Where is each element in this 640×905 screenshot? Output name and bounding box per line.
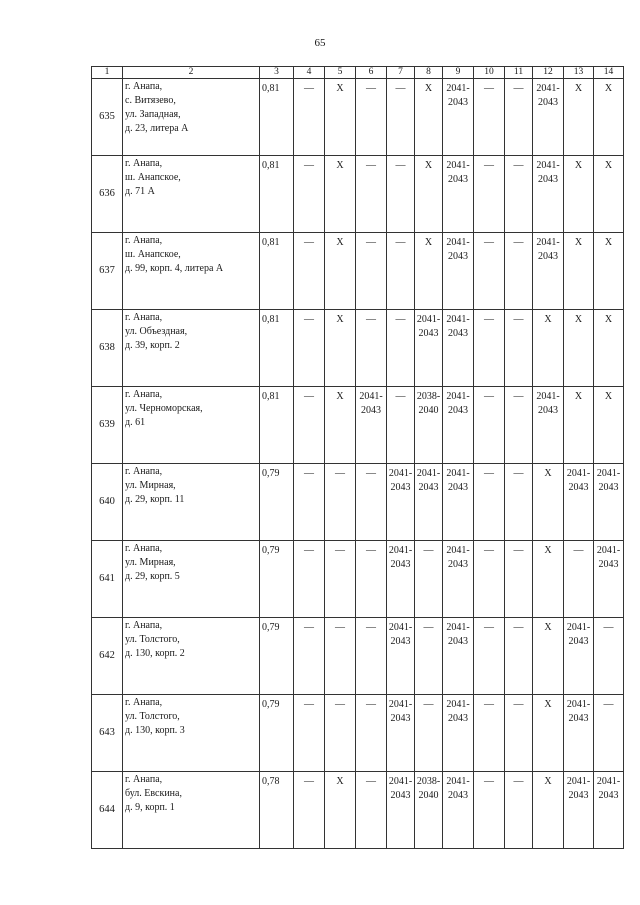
value-cell: — bbox=[294, 79, 325, 156]
address-line: ул. Толстого, bbox=[125, 711, 180, 722]
year-range-part: 2041- bbox=[566, 776, 591, 787]
value-cell: — bbox=[294, 233, 325, 310]
year-range-part: 2041- bbox=[596, 545, 621, 556]
value-cell bbox=[356, 387, 387, 464]
table-row bbox=[92, 310, 624, 387]
year-range-part: 2043 bbox=[448, 559, 468, 570]
column-header: 2 bbox=[123, 67, 260, 79]
address-line: д. 130, корп. 2 bbox=[125, 648, 185, 659]
value-cell: X bbox=[325, 772, 356, 849]
value-cell: — bbox=[415, 618, 443, 695]
value-cell: X bbox=[564, 79, 594, 156]
table-row bbox=[92, 156, 624, 233]
row-number: 643 bbox=[92, 695, 123, 772]
value-cell bbox=[443, 464, 474, 541]
value-cell: — bbox=[356, 772, 387, 849]
value-cell bbox=[443, 310, 474, 387]
row-number: 641 bbox=[92, 541, 123, 618]
year-range-part: 2043 bbox=[568, 790, 589, 801]
value-cell bbox=[594, 541, 624, 618]
value-cell: — bbox=[294, 156, 325, 233]
value-cell: — bbox=[356, 541, 387, 618]
year-range-part: 2041- bbox=[446, 391, 470, 402]
value-cell bbox=[564, 695, 594, 772]
value-cell bbox=[443, 233, 474, 310]
column-header: 12 bbox=[533, 67, 564, 79]
value-cell bbox=[564, 618, 594, 695]
value-cell bbox=[443, 156, 474, 233]
address-line: д. 9, корп. 1 bbox=[125, 802, 175, 813]
year-range-part: 2043 bbox=[361, 405, 381, 416]
year-range-part: 2041- bbox=[446, 468, 470, 479]
value-cell bbox=[415, 772, 443, 849]
column-header: 3 bbox=[260, 67, 294, 79]
value-cell bbox=[533, 233, 564, 310]
address-line: д. 29, корп. 5 bbox=[125, 571, 180, 582]
value-cell: X bbox=[415, 79, 443, 156]
value-cell: — bbox=[505, 156, 533, 233]
row-number: 638 bbox=[92, 310, 123, 387]
year-range-part: 2041- bbox=[536, 160, 560, 171]
value-cell: X bbox=[594, 156, 624, 233]
address-line: ш. Анапское, bbox=[125, 172, 181, 183]
value-cell: — bbox=[387, 387, 415, 464]
year-range-part: 2043 bbox=[390, 559, 411, 570]
year-range-part: 2043 bbox=[538, 174, 558, 185]
row-number: 636 bbox=[92, 156, 123, 233]
page-number: 65 bbox=[314, 37, 326, 49]
year-range-part: 2043 bbox=[538, 405, 558, 416]
value-cell: — bbox=[474, 310, 505, 387]
value-cell: — bbox=[594, 695, 624, 772]
value-cell: — bbox=[356, 156, 387, 233]
value-cell: — bbox=[387, 233, 415, 310]
year-range-part: 2041- bbox=[446, 160, 470, 171]
value-cell: X bbox=[325, 79, 356, 156]
year-range-part: 2041- bbox=[446, 776, 470, 787]
value-cell: — bbox=[474, 464, 505, 541]
value-cell: X bbox=[533, 618, 564, 695]
value-cell bbox=[533, 387, 564, 464]
value-cell bbox=[415, 387, 443, 464]
address-line: д. 130, корп. 3 bbox=[125, 725, 185, 736]
value-cell: — bbox=[415, 541, 443, 618]
table-row bbox=[92, 772, 624, 849]
address-line: г. Анапа, bbox=[125, 81, 163, 92]
year-range-part: 2043 bbox=[598, 482, 619, 493]
value-cell: — bbox=[594, 618, 624, 695]
value-cell bbox=[387, 541, 415, 618]
address-line: д. 99, корп. 4, литера А bbox=[125, 263, 224, 274]
value-cell: X bbox=[594, 387, 624, 464]
row-number: 640 bbox=[92, 464, 123, 541]
value-cell: — bbox=[474, 79, 505, 156]
coefficient-cell: 0,79 bbox=[260, 541, 294, 618]
value-cell: X bbox=[594, 233, 624, 310]
year-range-part: 2041- bbox=[536, 237, 560, 248]
year-range-part: 2043 bbox=[448, 328, 468, 339]
address-line: бул. Евскина, bbox=[125, 788, 182, 799]
table-row bbox=[92, 387, 624, 464]
row-number: 644 bbox=[92, 772, 123, 849]
year-range-part: 2043 bbox=[390, 482, 411, 493]
value-cell: X bbox=[325, 310, 356, 387]
value-cell: — bbox=[356, 310, 387, 387]
value-cell: — bbox=[474, 233, 505, 310]
value-cell bbox=[443, 541, 474, 618]
address-line: г. Анапа, bbox=[125, 235, 163, 246]
year-range-part: 2041- bbox=[596, 468, 621, 479]
year-range-part: 2040 bbox=[418, 790, 439, 801]
value-cell: — bbox=[356, 79, 387, 156]
year-range-part: 2043 bbox=[538, 97, 558, 108]
value-cell bbox=[564, 464, 594, 541]
year-range-part: 2043 bbox=[448, 405, 468, 416]
value-cell: — bbox=[294, 387, 325, 464]
value-cell bbox=[415, 464, 443, 541]
year-range-part: 2041- bbox=[536, 391, 560, 402]
column-header: 7 bbox=[387, 67, 415, 79]
value-cell: — bbox=[387, 156, 415, 233]
value-cell: X bbox=[533, 541, 564, 618]
year-range-part: 2043 bbox=[418, 328, 439, 339]
value-cell: — bbox=[325, 541, 356, 618]
coefficient-cell: 0,79 bbox=[260, 618, 294, 695]
address-line: г. Анапа, bbox=[125, 620, 163, 631]
address-cell bbox=[123, 310, 260, 387]
value-cell bbox=[443, 79, 474, 156]
value-cell bbox=[387, 464, 415, 541]
year-range-part: 2041- bbox=[596, 776, 621, 787]
address-line: ул. Объездная, bbox=[125, 326, 188, 337]
coefficient-cell: 0,78 bbox=[260, 772, 294, 849]
value-cell: X bbox=[415, 233, 443, 310]
address-cell bbox=[123, 233, 260, 310]
value-cell bbox=[443, 618, 474, 695]
value-cell: — bbox=[474, 772, 505, 849]
year-range-part: 2043 bbox=[448, 174, 468, 185]
value-cell: — bbox=[505, 233, 533, 310]
year-range-part: 2041- bbox=[566, 622, 591, 633]
value-cell: — bbox=[474, 387, 505, 464]
year-range-part: 2043 bbox=[418, 482, 439, 493]
coefficient-cell: 0,81 bbox=[260, 79, 294, 156]
table-row bbox=[92, 464, 624, 541]
address-line: с. Витязево, bbox=[125, 95, 176, 106]
year-range-part: 2043 bbox=[448, 251, 468, 262]
address-cell bbox=[123, 387, 260, 464]
year-range-part: 2041- bbox=[446, 699, 470, 710]
value-cell bbox=[594, 772, 624, 849]
coefficient-cell: 0,81 bbox=[260, 310, 294, 387]
table-row bbox=[92, 695, 624, 772]
value-cell: — bbox=[294, 618, 325, 695]
value-cell: — bbox=[474, 156, 505, 233]
year-range-part: 2043 bbox=[598, 559, 619, 570]
value-cell: X bbox=[325, 233, 356, 310]
value-cell bbox=[443, 695, 474, 772]
value-cell: — bbox=[325, 618, 356, 695]
column-header: 10 bbox=[474, 67, 505, 79]
coefficient-cell: 0,79 bbox=[260, 464, 294, 541]
value-cell bbox=[564, 772, 594, 849]
address-line: ул. Черноморская, bbox=[125, 403, 203, 414]
year-range-part: 2043 bbox=[448, 97, 468, 108]
column-header: 4 bbox=[294, 67, 325, 79]
column-header: 1 bbox=[92, 67, 123, 79]
year-range-part: 2041- bbox=[446, 237, 470, 248]
value-cell: X bbox=[594, 310, 624, 387]
address-line: г. Анапа, bbox=[125, 312, 163, 323]
year-range-part: 2041- bbox=[446, 83, 470, 94]
value-cell bbox=[533, 156, 564, 233]
value-cell bbox=[387, 618, 415, 695]
year-range-part: 2041- bbox=[416, 468, 441, 479]
value-cell: — bbox=[505, 464, 533, 541]
value-cell: — bbox=[505, 618, 533, 695]
address-line: д. 23, литера А bbox=[125, 123, 189, 134]
value-cell bbox=[533, 79, 564, 156]
year-range-part: 2041- bbox=[388, 545, 413, 556]
column-header: 14 bbox=[594, 67, 624, 79]
value-cell: — bbox=[505, 79, 533, 156]
address-line: г. Анапа, bbox=[125, 158, 163, 169]
value-cell: X bbox=[325, 387, 356, 464]
year-range-part: 2043 bbox=[448, 482, 468, 493]
value-cell: — bbox=[474, 618, 505, 695]
address-line: г. Анапа, bbox=[125, 389, 163, 400]
value-cell: — bbox=[505, 310, 533, 387]
address-cell bbox=[123, 541, 260, 618]
address-line: ул. Западная, bbox=[125, 109, 181, 120]
year-range-part: 2043 bbox=[448, 636, 468, 647]
value-cell: X bbox=[564, 310, 594, 387]
value-cell: X bbox=[533, 310, 564, 387]
address-line: г. Анапа, bbox=[125, 543, 163, 554]
value-cell: X bbox=[325, 156, 356, 233]
address-line: д. 29, корп. 11 bbox=[125, 494, 185, 505]
year-range-part: 2041- bbox=[388, 468, 413, 479]
value-cell: — bbox=[356, 618, 387, 695]
year-range-part: 2043 bbox=[598, 790, 619, 801]
year-range-part: 2043 bbox=[568, 713, 589, 724]
row-number: 637 bbox=[92, 233, 123, 310]
address-line: ул. Мирная, bbox=[125, 480, 176, 491]
address-line: г. Анапа, bbox=[125, 466, 163, 477]
value-cell: — bbox=[415, 695, 443, 772]
year-range-part: 2041- bbox=[536, 83, 560, 94]
value-cell bbox=[387, 772, 415, 849]
value-cell: X bbox=[415, 156, 443, 233]
coefficient-cell: 0,81 bbox=[260, 387, 294, 464]
header-row bbox=[92, 67, 624, 79]
column-header: 6 bbox=[356, 67, 387, 79]
value-cell: — bbox=[356, 233, 387, 310]
value-cell: X bbox=[594, 79, 624, 156]
year-range-part: 2043 bbox=[538, 251, 558, 262]
table-row bbox=[92, 79, 624, 156]
table-body bbox=[92, 79, 624, 849]
year-range-part: 2041- bbox=[566, 468, 591, 479]
value-cell bbox=[443, 387, 474, 464]
value-cell: X bbox=[533, 695, 564, 772]
column-header: 13 bbox=[564, 67, 594, 79]
coefficient-cell: 0,81 bbox=[260, 233, 294, 310]
value-cell: — bbox=[294, 772, 325, 849]
year-range-part: 2040 bbox=[418, 405, 439, 416]
value-cell: — bbox=[387, 79, 415, 156]
value-cell: — bbox=[474, 695, 505, 772]
year-range-part: 2038- bbox=[416, 391, 441, 402]
year-range-part: 2043 bbox=[448, 790, 468, 801]
value-cell bbox=[415, 310, 443, 387]
year-range-part: 2041- bbox=[388, 699, 413, 710]
address-cell bbox=[123, 695, 260, 772]
year-range-part: 2041- bbox=[388, 622, 413, 633]
value-cell: X bbox=[564, 233, 594, 310]
value-cell: — bbox=[505, 541, 533, 618]
value-cell: X bbox=[533, 464, 564, 541]
year-range-part: 2043 bbox=[448, 713, 468, 724]
value-cell: — bbox=[325, 464, 356, 541]
column-header: 8 bbox=[415, 67, 443, 79]
value-cell: — bbox=[505, 387, 533, 464]
year-range-part: 2043 bbox=[390, 713, 411, 724]
year-range-part: 2043 bbox=[568, 636, 589, 647]
year-range-part: 2041- bbox=[446, 545, 470, 556]
value-cell: — bbox=[474, 541, 505, 618]
value-cell: — bbox=[294, 541, 325, 618]
value-cell: — bbox=[325, 695, 356, 772]
value-cell: — bbox=[294, 464, 325, 541]
value-cell: — bbox=[356, 695, 387, 772]
address-cell bbox=[123, 79, 260, 156]
address-cell bbox=[123, 618, 260, 695]
address-line: д. 61 bbox=[125, 417, 146, 428]
value-cell: X bbox=[533, 772, 564, 849]
value-cell: — bbox=[294, 310, 325, 387]
address-line: г. Анапа, bbox=[125, 774, 163, 785]
address-line: г. Анапа, bbox=[125, 697, 163, 708]
year-range-part: 2041- bbox=[388, 776, 413, 787]
coefficient-cell: 0,81 bbox=[260, 156, 294, 233]
value-cell: X bbox=[564, 156, 594, 233]
table-row bbox=[92, 618, 624, 695]
value-cell: — bbox=[387, 310, 415, 387]
address-cell bbox=[123, 464, 260, 541]
address-cell bbox=[123, 772, 260, 849]
year-range-part: 2038- bbox=[416, 776, 441, 787]
year-range-part: 2041- bbox=[566, 699, 591, 710]
year-range-part: 2043 bbox=[390, 790, 411, 801]
year-range-part: 2043 bbox=[390, 636, 411, 647]
year-range-part: 2041- bbox=[446, 622, 470, 633]
address-line: ш. Анапское, bbox=[125, 249, 181, 260]
address-line: ул. Толстого, bbox=[125, 634, 180, 645]
value-cell bbox=[594, 464, 624, 541]
address-line: д. 39, корп. 2 bbox=[125, 340, 180, 351]
value-cell: — bbox=[356, 464, 387, 541]
address-line: д. 71 А bbox=[125, 186, 155, 197]
column-header: 11 bbox=[505, 67, 533, 79]
value-cell: — bbox=[505, 772, 533, 849]
address-cell bbox=[123, 156, 260, 233]
table-row bbox=[92, 233, 624, 310]
column-header: 5 bbox=[325, 67, 356, 79]
register-table bbox=[91, 66, 624, 849]
row-number: 635 bbox=[92, 79, 123, 156]
value-cell: — bbox=[564, 541, 594, 618]
value-cell: — bbox=[294, 695, 325, 772]
value-cell: — bbox=[505, 695, 533, 772]
table-row bbox=[92, 541, 624, 618]
year-range-part: 2043 bbox=[568, 482, 589, 493]
row-number: 639 bbox=[92, 387, 123, 464]
year-range-part: 2041- bbox=[446, 314, 470, 325]
coefficient-cell: 0,79 bbox=[260, 695, 294, 772]
year-range-part: 2041- bbox=[359, 391, 383, 402]
address-line: ул. Мирная, bbox=[125, 557, 176, 568]
row-number: 642 bbox=[92, 618, 123, 695]
value-cell bbox=[387, 695, 415, 772]
value-cell: X bbox=[564, 387, 594, 464]
column-header: 9 bbox=[443, 67, 474, 79]
year-range-part: 2041- bbox=[416, 314, 441, 325]
value-cell bbox=[443, 772, 474, 849]
